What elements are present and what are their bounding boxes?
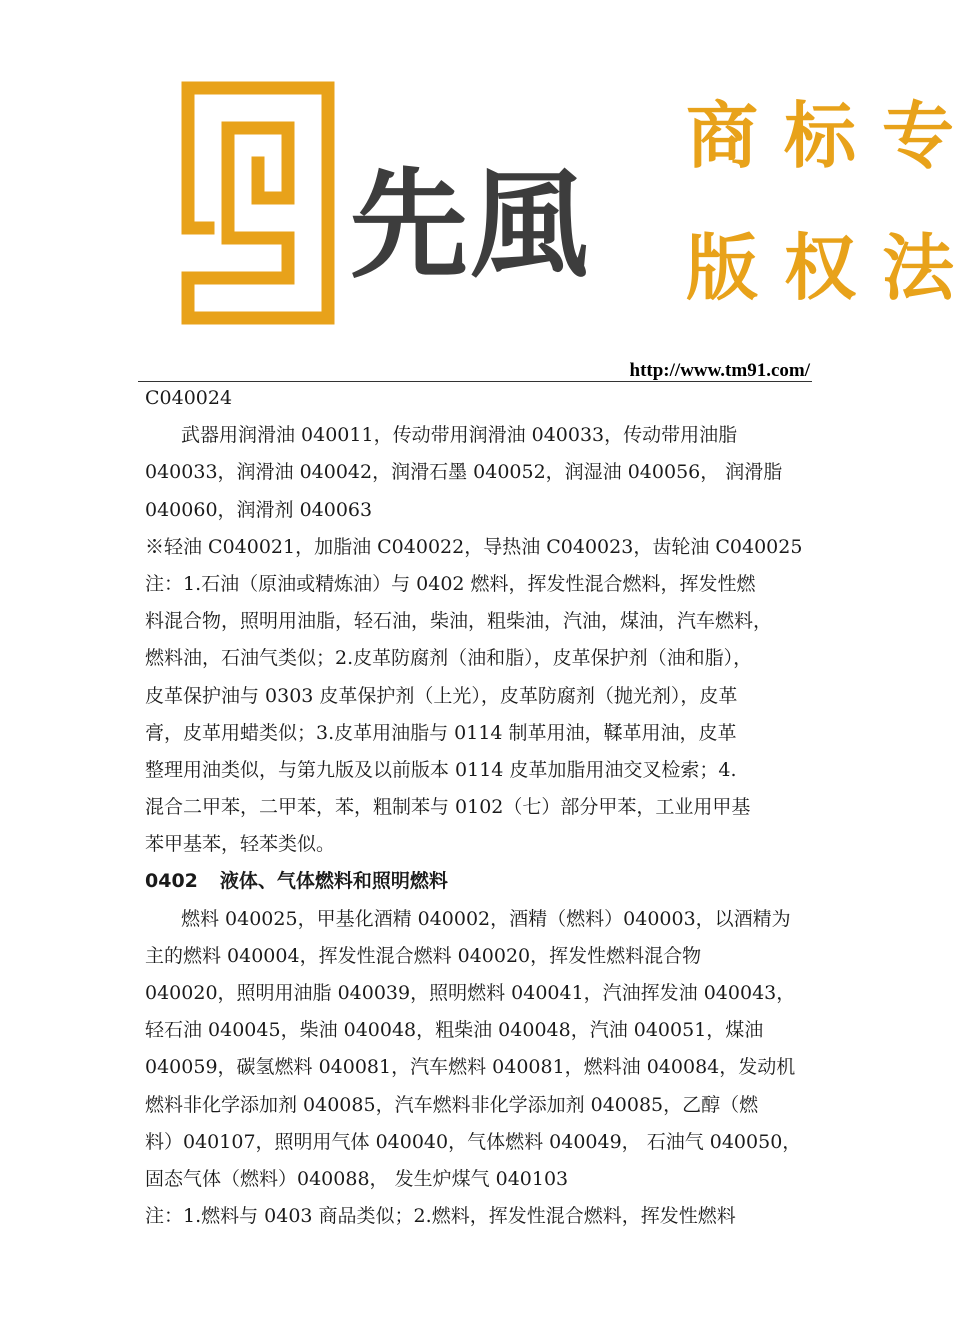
section-code: 0402 xyxy=(145,870,198,893)
section-heading xyxy=(145,863,809,900)
class-code-line: C040024 xyxy=(145,387,233,409)
note-line: 混合二甲苯，二甲苯，苯，粗制苯与 0102（七）部分甲苯，工业用甲基 xyxy=(145,796,751,819)
paragraph-line: 固态气体（燃料）040088， 发生炉煤气 040103 xyxy=(145,1167,569,1190)
note-line: 膏，皮革用蜡类似；3.皮革用油脂与 0114 制革用油，鞣革用油，皮革 xyxy=(145,721,737,744)
reference-mark-line: ※轻油 C040021，加脂油 C040022，导热油 C040023，齿轮油 C040025 xyxy=(145,535,803,558)
paragraph-line: 040060，润滑剂 040063 xyxy=(145,498,373,521)
document-body xyxy=(145,381,809,1235)
note-line: 燃料油，石油气类似；2.皮革防腐剂（油和脂），皮革保护剂（油和脂）， xyxy=(145,647,753,670)
brand-name: 先風 xyxy=(350,156,591,294)
paragraph-line: 040033，润滑油 040042，润滑石墨 040052，润湿油 040056， 润滑脂 xyxy=(145,461,783,484)
note-block-1 xyxy=(145,566,809,864)
fuels-paragraph xyxy=(145,901,809,1199)
tagline-bottom: 版权法 xyxy=(686,225,980,310)
tagline-top: 商标专 xyxy=(686,93,980,178)
note-line: 苯甲基苯，轻苯类似。 xyxy=(145,833,336,856)
note-line: 整理用油类似，与第九版及以前版本 0114 皮革加脂用油交叉检索；4. xyxy=(145,758,737,781)
paragraph-line: 040059，碳氢燃料 040081，汽车燃料 040081，燃料油 040084，发动机 xyxy=(145,1056,796,1079)
paragraph-line: 燃料非化学添加剂 040085，汽车燃料非化学添加剂 040085，乙醇（燃 xyxy=(145,1093,759,1116)
paragraph-line: 主的燃料 040004，挥发性混合燃料 040020，挥发性燃料混合物 xyxy=(145,944,702,967)
lubricants-paragraph xyxy=(145,417,809,529)
paragraph-line: 040020，照明用油脂 040039，照明燃料 040041，汽油挥发油 040043， xyxy=(145,982,796,1004)
note-line: 注：1.燃料与 0403 商品类似；2.燃料，挥发性混合燃料，挥发性燃料 xyxy=(145,1205,736,1228)
note-line: 料混合物，照明用油脂，轻石油，柴油，粗柴油，汽油，煤油，汽车燃料， xyxy=(145,610,773,633)
paragraph-line: 燃料 040025，甲基化酒精 040002，酒精（燃料）040003，以酒精为 xyxy=(181,907,791,930)
site-url-link[interactable]: http://www.tm91.com/ xyxy=(629,360,810,381)
header-banner xyxy=(178,70,980,332)
paragraph-line: 料）040107，照明用气体 040040，气体燃料 040049， 石油气 040050， xyxy=(145,1130,802,1153)
section-title: 液体、气体燃料和照明燃料 xyxy=(219,870,448,893)
brand-logo-icon xyxy=(178,78,338,328)
note-line: 注：1.石油（原油或精炼油）与 0402 燃料，挥发性混合燃料，挥发性燃 xyxy=(145,572,756,595)
note-line: 皮革保护油与 0303 皮革保护剂（上光），皮革防腐剂（抛光剂），皮革 xyxy=(145,684,738,707)
paragraph-line: 武器用润滑油 040011，传动带用润滑油 040033，传动带用油脂 xyxy=(181,424,738,447)
paragraph-line: 轻石油 040045，柴油 040048，粗柴油 040048，汽油 040051，煤油 xyxy=(145,1019,764,1042)
